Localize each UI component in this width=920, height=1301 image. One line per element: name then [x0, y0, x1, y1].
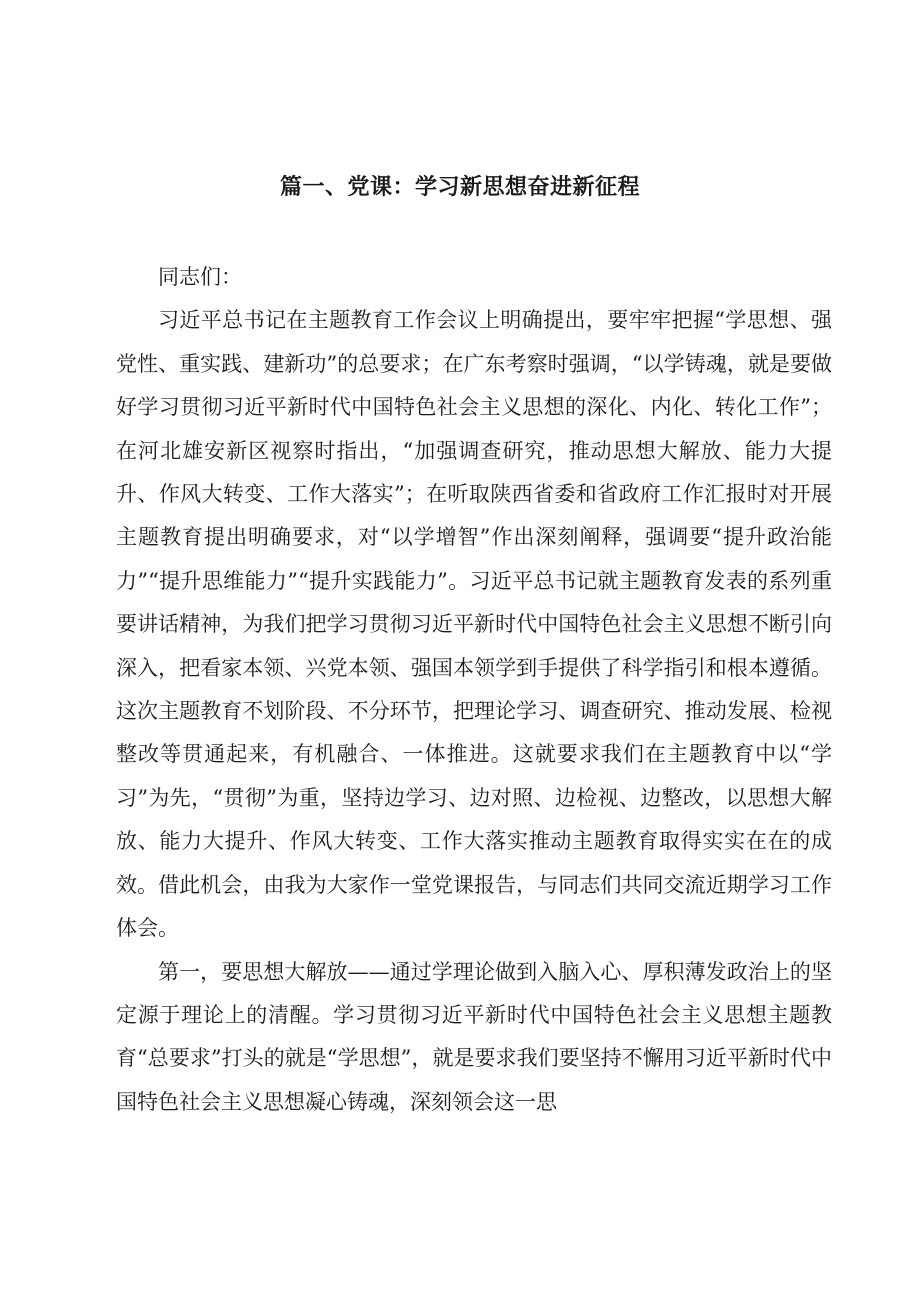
document-body: [116, 256, 832, 1124]
paragraph-intro: 习近平总书记在主题教育工作会议上明确提出，要牢牢把握“学思想、强党性、重实践、建新功”的总要求；在广东考察时强调，“以学铸魂，就是要做好学习贯彻习近平新时代中国特色社会主义思想的深化、内化、转化工作”；在河北雄安新区视察时指出，“加强调查研究，推动思想大解放、能力大提升、作风大转变、工作大落实”；在听取陕西省委和省政府工作汇报时对开展主题教育提出明确要求，对“以学增智”作出深刻阐释，强调要“提升政治能力”“提升思维能力”“提升实践能力”。习近平总书记就主题教育发表的系列重要讲话精神，为我们把学习贯彻习近平新时代中国特色社会主义思想不断引向深入，把看家本领、兴党本领、强国本领学到手提供了科学指引和根本遵循。这次主题教育不划阶段、不分环节，把理论学习、调查研究、推动发展、检视整改等贯通起来，有机融合、一体推进。这就要求我们在主题教育中以“学习”为先，“贯彻”为重，坚持边学习、边对照、边检视、边整改，以思想大解放、能力大提升、作风大转变、工作大落实推动主题教育取得实实在在的成效。借此机会，由我为大家作一堂党课报告，与同志们共同交流近期学习工作体会。: [116, 308, 832, 941]
salutation: 同志们：: [158, 265, 242, 289]
paragraph-first-point: 第一，要思想大解放——通过学理论做到入脑入心、厚积薄发政治上的坚定源于理论上的清醒。学习贯彻习近平新时代中国特色社会主义思想主题教育“总要求”打头的就是“学思想”，就是要求我们要坚持不懈用习近平新时代中国特色社会主义思想凝心铸魂，深刻领会这一思: [116, 959, 832, 1114]
document-title: 篇一、党课：学习新思想奋进新征程: [279, 175, 640, 200]
